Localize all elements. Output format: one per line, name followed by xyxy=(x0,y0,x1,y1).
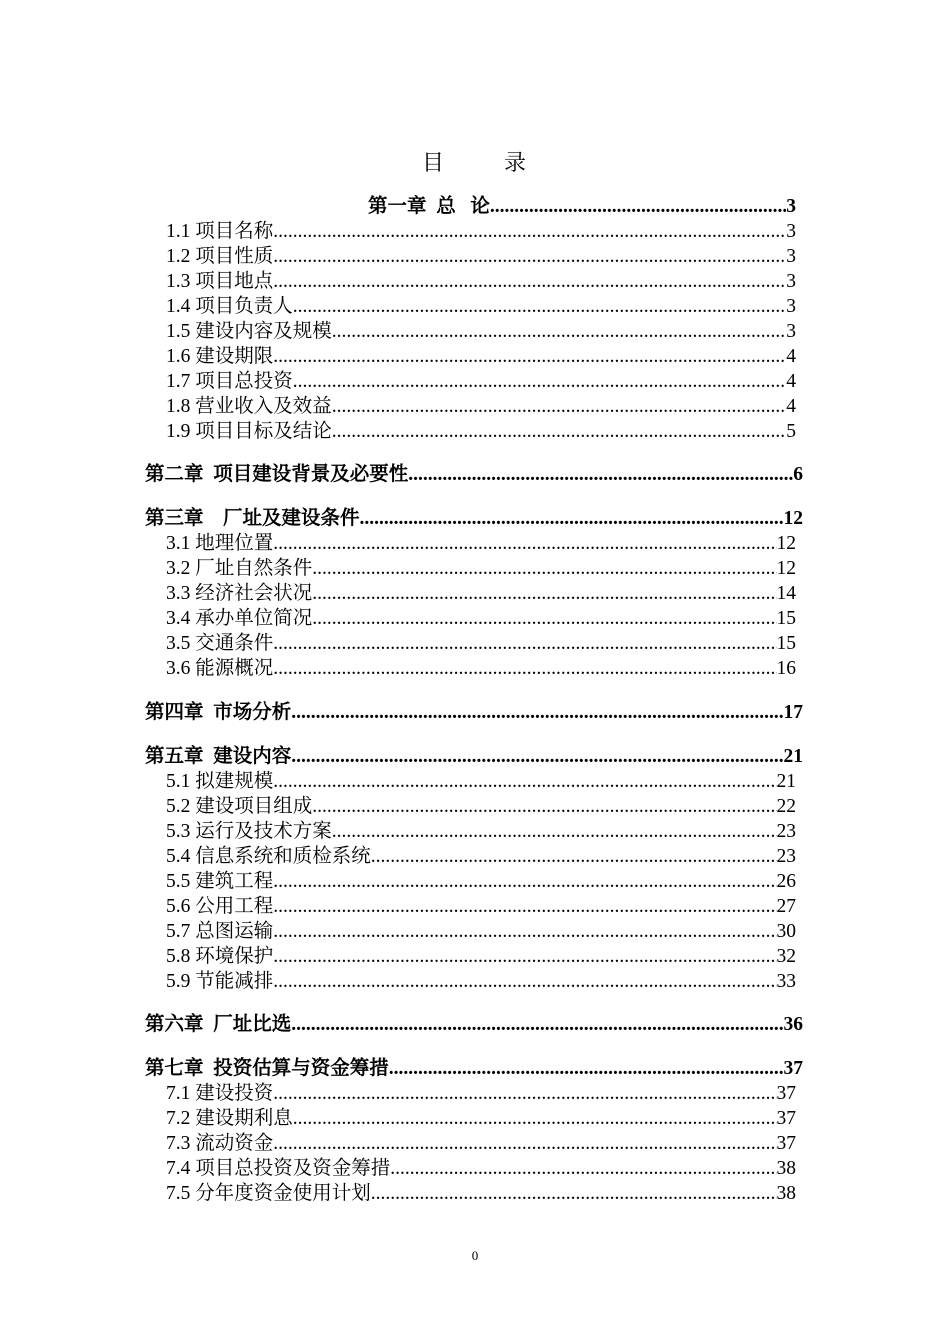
toc-entry-label: 1.9 项目目标及结论 xyxy=(166,421,332,442)
toc-entry-label: 3.6 能源概况 xyxy=(166,658,274,679)
dot-leader xyxy=(273,631,776,656)
toc-section-entry[interactable] xyxy=(166,769,796,794)
dot-leader xyxy=(291,1012,783,1037)
toc-chapter-entry[interactable] xyxy=(368,194,796,219)
dot-leader xyxy=(273,656,776,681)
toc-title xyxy=(0,146,950,177)
toc-section-entry[interactable] xyxy=(166,919,796,944)
toc-entry-page: 4 xyxy=(786,346,796,367)
toc-entry-label: 第一章 总 论 xyxy=(368,196,490,217)
toc-entry-page: 38 xyxy=(776,1158,796,1179)
dot-leader xyxy=(273,919,776,944)
dot-leader xyxy=(273,1081,776,1106)
dot-leader xyxy=(332,819,777,844)
toc-section-entry[interactable] xyxy=(166,606,796,631)
dot-leader xyxy=(293,1106,777,1131)
dot-leader xyxy=(408,462,793,487)
toc-section-entry[interactable] xyxy=(166,794,796,819)
toc-section-entry[interactable] xyxy=(166,819,796,844)
toc-entry-label: 第七章 投资估算与资金筹措 xyxy=(145,1058,389,1079)
toc-entry-label: 5.8 环境保护 xyxy=(166,946,274,967)
toc-entry-page: 21 xyxy=(783,746,803,767)
toc-entry-page: 4 xyxy=(786,396,796,417)
toc-section-entry[interactable] xyxy=(166,844,796,869)
toc-section-entry[interactable] xyxy=(166,244,796,269)
toc-entry-page: 3 xyxy=(786,271,796,292)
toc-entry-page: 22 xyxy=(776,796,796,817)
dot-leader xyxy=(273,244,786,269)
toc-entry-page: 36 xyxy=(783,1014,803,1035)
toc-chapter-entry[interactable] xyxy=(145,700,803,725)
toc-entry-page: 37 xyxy=(783,1058,803,1079)
toc-entry-page: 3 xyxy=(786,246,796,267)
dot-leader xyxy=(332,394,786,419)
toc-entry-page: 23 xyxy=(776,846,796,867)
toc-title-char-2: 录 xyxy=(504,150,529,175)
toc-entry-label: 1.7 项目总投资 xyxy=(166,371,293,392)
dot-leader xyxy=(360,506,784,531)
toc-chapter-entry[interactable] xyxy=(145,1056,803,1081)
toc-section-entry[interactable] xyxy=(166,294,796,319)
toc-section-entry[interactable] xyxy=(166,944,796,969)
toc-entry-page: 37 xyxy=(776,1083,796,1104)
dot-leader xyxy=(291,700,783,725)
toc-entry-label: 7.5 分年度资金使用计划 xyxy=(166,1183,371,1204)
toc-entry-page: 3 xyxy=(786,196,796,217)
toc-entry-page: 6 xyxy=(793,464,803,485)
toc-section-entry[interactable] xyxy=(166,1156,796,1181)
toc-title-char-1: 目 xyxy=(421,150,446,175)
toc-section-entry[interactable] xyxy=(166,1081,796,1106)
toc-entry-label: 7.4 项目总投资及资金筹措 xyxy=(166,1158,391,1179)
toc-entry-page: 26 xyxy=(776,871,796,892)
toc-entry-label: 7.2 建设期利息 xyxy=(166,1108,293,1129)
toc-entry-page: 33 xyxy=(776,971,796,992)
toc-section-entry[interactable] xyxy=(166,969,796,994)
toc-entry-label: 3.2 厂址自然条件 xyxy=(166,558,313,579)
toc-entry-label: 5.7 总图运输 xyxy=(166,921,274,942)
toc-entry-label: 5.5 建筑工程 xyxy=(166,871,274,892)
toc-entry-label: 第三章 厂址及建设条件 xyxy=(145,508,360,529)
toc-section-entry[interactable] xyxy=(166,1106,796,1131)
toc-section-entry[interactable] xyxy=(166,1131,796,1156)
dot-leader xyxy=(293,369,786,394)
toc-entry-label: 7.3 流动资金 xyxy=(166,1133,274,1154)
toc-entry-page: 3 xyxy=(786,296,796,317)
toc-entry-label: 3.3 经济社会状况 xyxy=(166,583,313,604)
toc-entry-page: 15 xyxy=(776,633,796,654)
toc-entry-page: 23 xyxy=(776,821,796,842)
toc-entry-label: 5.9 节能减排 xyxy=(166,971,274,992)
toc-section-entry[interactable] xyxy=(166,1181,796,1206)
toc-entry-label: 7.1 建设投资 xyxy=(166,1083,274,1104)
toc-section-entry[interactable] xyxy=(166,219,796,244)
dot-leader xyxy=(273,969,776,994)
toc-section-entry[interactable] xyxy=(166,319,796,344)
dot-leader xyxy=(273,219,786,244)
toc-chapter-entry[interactable] xyxy=(145,462,803,487)
toc-section-entry[interactable] xyxy=(166,556,796,581)
toc-entry-page: 3 xyxy=(786,321,796,342)
toc-entry-page: 21 xyxy=(776,771,796,792)
toc-entry-page: 16 xyxy=(776,658,796,679)
toc-entry-page: 14 xyxy=(776,583,796,604)
dot-leader xyxy=(273,1131,776,1156)
toc-entry-page: 38 xyxy=(776,1183,796,1204)
dot-leader xyxy=(312,794,776,819)
dot-leader xyxy=(293,294,786,319)
toc-entry-label: 3.1 地理位置 xyxy=(166,533,274,554)
toc-entry-label: 第五章 建设内容 xyxy=(145,746,292,767)
toc-entry-page: 32 xyxy=(776,946,796,967)
toc-entry-page: 4 xyxy=(786,371,796,392)
toc-entry-label: 第六章 厂址比选 xyxy=(145,1014,292,1035)
toc-entry-page: 37 xyxy=(776,1108,796,1129)
dot-leader xyxy=(312,606,776,631)
page-number: 0 xyxy=(471,1248,479,1263)
toc-section-entry[interactable] xyxy=(166,531,796,556)
dot-leader xyxy=(273,769,776,794)
dot-leader xyxy=(273,944,776,969)
toc-entry-label: 5.4 信息系统和质检系统 xyxy=(166,846,371,867)
toc-chapter-entry[interactable] xyxy=(145,744,803,769)
toc-entry-label: 5.1 拟建规模 xyxy=(166,771,274,792)
dot-leader xyxy=(490,194,786,219)
toc-section-entry[interactable] xyxy=(166,269,796,294)
toc-entry-label: 1.8 营业收入及效益 xyxy=(166,396,332,417)
dot-leader xyxy=(371,844,777,869)
dot-leader xyxy=(389,1056,784,1081)
dot-leader xyxy=(273,869,776,894)
toc-entry-page: 12 xyxy=(776,558,796,579)
dot-leader xyxy=(390,1156,776,1181)
toc-section-entry[interactable] xyxy=(166,394,796,419)
toc-entry-label: 第四章 市场分析 xyxy=(145,702,292,723)
toc-entry-page: 17 xyxy=(783,702,803,723)
dot-leader xyxy=(273,344,786,369)
toc-entry-label: 1.5 建设内容及规模 xyxy=(166,321,332,342)
toc-entry-label: 1.2 项目性质 xyxy=(166,246,274,267)
toc-section-entry[interactable] xyxy=(166,894,796,919)
toc-entry-label: 3.5 交通条件 xyxy=(166,633,274,654)
dot-leader xyxy=(332,319,786,344)
toc-entry-label: 1.4 项目负责人 xyxy=(166,296,293,317)
toc-section-entry[interactable] xyxy=(166,369,796,394)
toc-chapter-entry[interactable] xyxy=(145,506,803,531)
toc-entry-label: 5.2 建设项目组成 xyxy=(166,796,313,817)
toc-entry-page: 37 xyxy=(776,1133,796,1154)
dot-leader xyxy=(312,556,776,581)
dot-leader xyxy=(273,269,786,294)
toc-entry-page: 15 xyxy=(776,608,796,629)
dot-leader xyxy=(371,1181,777,1206)
toc-entry-label: 1.1 项目名称 xyxy=(166,221,274,242)
toc-entry-label: 3.4 承办单位简况 xyxy=(166,608,313,629)
toc-entry-page: 27 xyxy=(776,896,796,917)
toc-entry-page: 3 xyxy=(786,221,796,242)
toc-section-entry[interactable] xyxy=(166,344,796,369)
toc-chapter-entry[interactable] xyxy=(145,1012,803,1037)
toc-entry-label: 5.3 运行及技术方案 xyxy=(166,821,332,842)
dot-leader xyxy=(332,419,786,444)
dot-leader xyxy=(273,894,776,919)
toc-entry-page: 5 xyxy=(786,421,796,442)
toc-entry-label: 1.3 项目地点 xyxy=(166,271,274,292)
toc-section-entry[interactable] xyxy=(166,581,796,606)
toc-entry-page: 12 xyxy=(776,533,796,554)
toc-entry-label: 第二章 项目建设背景及必要性 xyxy=(145,464,409,485)
toc-entry-page: 30 xyxy=(776,921,796,942)
dot-leader xyxy=(312,581,776,606)
toc-section-entry[interactable] xyxy=(166,869,796,894)
toc-entry-page: 12 xyxy=(783,508,803,529)
dot-leader xyxy=(273,531,776,556)
toc-section-entry[interactable] xyxy=(166,656,796,681)
toc-entry-label: 1.6 建设期限 xyxy=(166,346,274,367)
toc-section-entry[interactable] xyxy=(166,631,796,656)
dot-leader xyxy=(291,744,783,769)
toc-section-entry[interactable] xyxy=(166,419,796,444)
toc-entry-label: 5.6 公用工程 xyxy=(166,896,274,917)
